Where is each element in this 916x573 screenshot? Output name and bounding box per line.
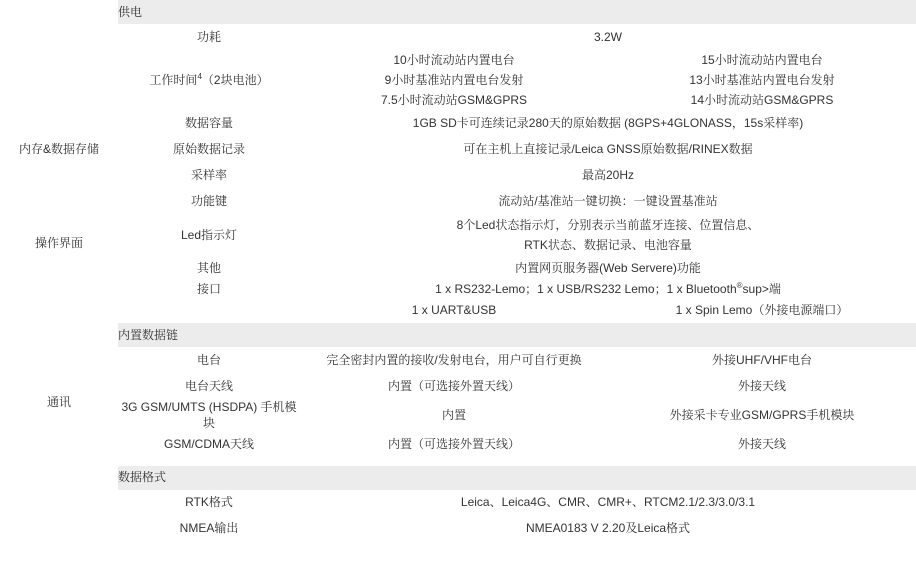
label-raw-data: 原始数据记录	[172, 142, 245, 157]
table-row-power-consumption	[0, 24, 916, 50]
worktime-v2-line3: 14小时流动站GSM&GPRS	[690, 93, 834, 108]
label-radio: 电台	[196, 353, 221, 368]
label-sample-rate: 采样率	[190, 168, 227, 183]
label-other: 其他	[196, 260, 221, 275]
value-sample-rate: 最高20Hz	[582, 168, 635, 183]
category-memory-storage: 内存&数据存储	[18, 142, 99, 157]
value-worktime-column2	[608, 50, 916, 111]
value-interface-spin-lemo: 1 x Spin Lemo（外接电源端口）	[675, 303, 849, 318]
worktime-v1-line2: 9小时基准站内置电台发射	[384, 73, 524, 88]
label-radio-antenna: 电台天线	[184, 379, 233, 394]
value-radio-antenna-external: 外接天线	[738, 379, 787, 394]
worktime-v1-line3: 7.5小时流动站GSM&GPRS	[380, 93, 528, 108]
table-row-function-key	[0, 189, 916, 215]
value-radio-internal: 完全密封内置的接收/发射电台，用户可自行更换	[326, 353, 582, 368]
category-cell-empty	[0, 24, 118, 50]
led-line2: RTK状态、数据记录、电池容量	[524, 237, 692, 252]
worktime-v2-line1: 15小时流动站内置电台	[701, 53, 823, 67]
interface-line1	[300, 281, 916, 297]
value-rtk-format: Leica、Leica4G、CMR、CMR+、RTCM2.1/2.3/3.0/3.1	[460, 495, 756, 510]
table-row-nmea-output	[0, 516, 916, 542]
label-worktime	[118, 50, 300, 111]
section-header-power	[0, 0, 916, 24]
section-header-dataformat	[0, 466, 916, 490]
value-data-capacity: 1GB SD卡可连续记录280天的原始数据 (8GPS+4GLONASS，15s采样率)	[412, 116, 804, 131]
label-cell-empty	[118, 297, 300, 323]
table-row-rtk-format	[0, 490, 916, 516]
value-other: 内置网页服务器(Web Servere)功能	[515, 260, 701, 275]
table-row-led-indicator	[0, 215, 916, 255]
value-nmea-output: NMEA0183 V 2.20及Leica格式	[525, 521, 691, 536]
table-row-radio-antenna	[0, 373, 916, 399]
value-function-key: 流动站/基准站一键切换：一键设置基准站	[498, 194, 718, 209]
label-worktime-text: 工作时间	[149, 73, 198, 88]
category-cell-empty	[0, 50, 118, 111]
value-radio-antenna-internal: 内置（可选接外置天线）	[387, 379, 520, 394]
value-gsm-antenna-internal: 内置（可选接外置天线）	[387, 437, 520, 452]
value-3g-internal: 内置	[441, 408, 466, 423]
value-worktime-column1	[300, 50, 608, 111]
label-led-indicator: Led指示灯	[180, 227, 238, 242]
section-header-spacer	[0, 0, 118, 24]
table-row-radio	[0, 347, 916, 373]
category-cell-empty	[0, 516, 118, 542]
label-worktime-suffix: （2块电池）	[201, 73, 269, 88]
table-row-gsm-antenna	[0, 432, 916, 458]
label-interface: 接口	[196, 281, 221, 296]
label-worktime-superscript: 4	[197, 72, 202, 82]
section-title-power: 供电	[118, 0, 916, 24]
label-3g-module: 3G GSM/UMTS (HSDPA) 手机模块	[121, 400, 297, 431]
value-interface-uart: 1 x UART&USB	[411, 303, 497, 318]
value-3g-external: 外接采卡专业GSM/GPRS手机模块	[669, 408, 855, 423]
value-interface	[300, 281, 916, 297]
label-rtk-format: RTK格式	[185, 495, 233, 510]
table-row-data-capacity	[0, 111, 916, 137]
category-operation-interface: 操作界面	[34, 235, 83, 250]
table-row-other	[0, 255, 916, 281]
category-cell-empty	[0, 490, 118, 516]
value-power-consumption: 3.2W	[594, 29, 623, 44]
label-data-capacity: 数据容量	[184, 116, 233, 131]
value-radio-external: 外接UHF/VHF电台	[712, 353, 812, 368]
interface-text-b: sup>端	[742, 281, 781, 296]
table-row-worktime	[0, 50, 916, 111]
worktime-v2-line2: 13小时基准站内置电台发射	[689, 73, 835, 88]
section-header-datalink	[0, 323, 916, 347]
section-title-dataformat: 数据格式	[118, 466, 916, 490]
category-communication: 通讯	[46, 395, 71, 410]
label-power-consumption: 功耗	[196, 29, 221, 44]
value-raw-data: 可在主机上直接记录/Leica GNSS原始数据/RINEX数据	[463, 142, 753, 157]
worktime-v1-line1: 10小时流动站内置电台	[393, 53, 515, 67]
row-spacer	[0, 458, 916, 466]
section-header-spacer	[0, 323, 118, 347]
table-row-interface	[0, 281, 916, 297]
table-row-interface-second	[0, 297, 916, 323]
section-header-spacer	[0, 466, 118, 490]
interface-text-a: 1 x RS232-Lemo；1 x USB/RS232 Lemo；1 x Bluetooth	[435, 281, 737, 296]
led-line1: 8个Led状态指示灯，分别表示当前蓝牙连接、位置信息、	[456, 217, 760, 232]
table-row-raw-data	[0, 137, 916, 163]
table-row-3g-module	[0, 399, 916, 431]
label-nmea-output: NMEA输出	[179, 521, 239, 536]
interface-registered-icon: ®	[736, 280, 743, 290]
category-cell-empty	[0, 297, 118, 323]
value-gsm-antenna-external: 外接天线	[738, 437, 787, 452]
label-gsm-antenna: GSM/CDMA天线	[163, 437, 254, 452]
value-led-indicator	[300, 215, 916, 255]
table-row-sample-rate	[0, 163, 916, 189]
section-title-datalink: 内置数据链	[118, 323, 916, 347]
label-function-key: 功能键	[190, 194, 227, 209]
